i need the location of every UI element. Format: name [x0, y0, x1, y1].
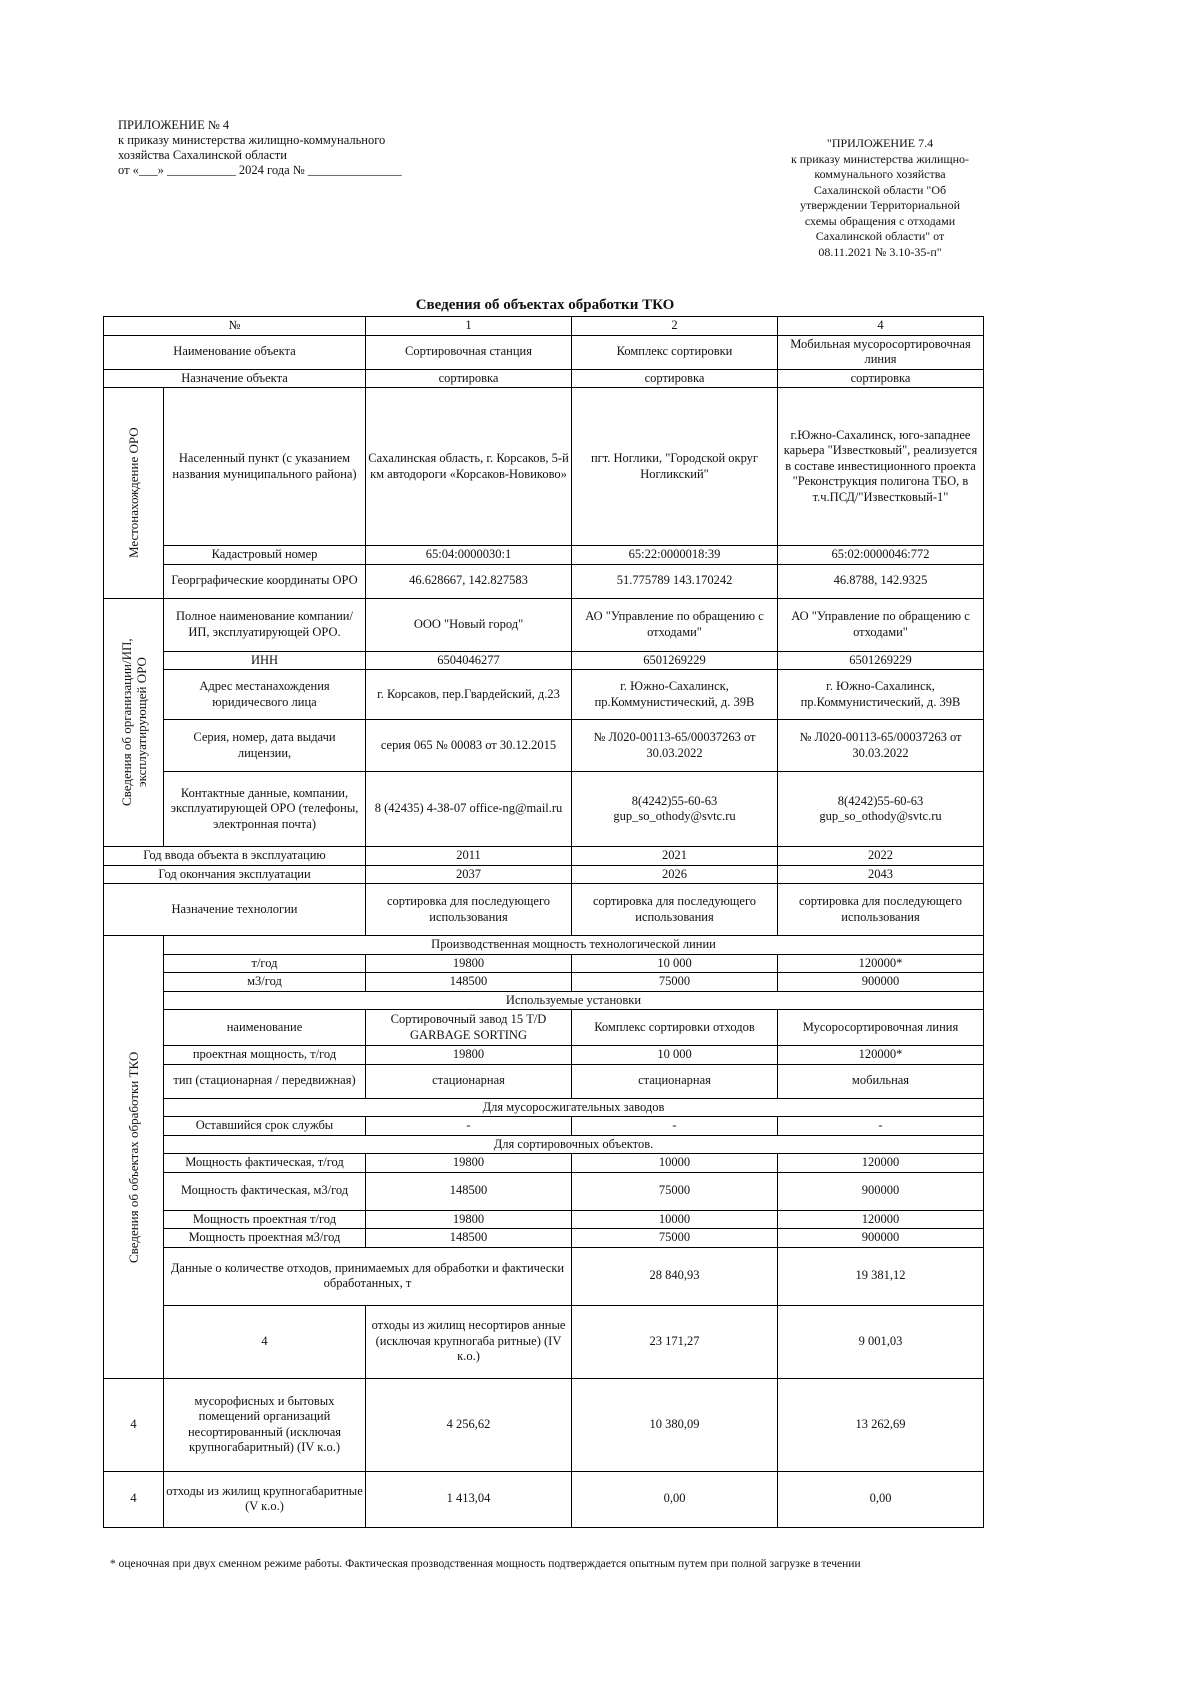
cell-col-2: 75000 — [572, 1172, 778, 1210]
table-row — [104, 772, 984, 847]
table-row — [104, 1471, 984, 1527]
table-row — [104, 369, 984, 388]
cell-col-1: 1 413,04 — [366, 1471, 572, 1527]
table-row — [104, 564, 984, 598]
cell-col-2: 51.775789 143.170242 — [572, 564, 778, 598]
table-row — [104, 884, 984, 936]
row-label: Назначение технологии — [104, 884, 366, 936]
cell-col-3: АО "Управление по обращению с отходами" — [778, 598, 984, 651]
table-row — [104, 1229, 984, 1248]
cell-col-1: 46.628667, 142.827583 — [366, 564, 572, 598]
row-label: отходы из жилищ крупногабаритные (V к.о.) — [164, 1471, 366, 1527]
cell-col-3: 2022 — [778, 847, 984, 866]
row-label: Мощность проектная т/год — [164, 1210, 366, 1229]
cell-col-3: 2043 — [778, 865, 984, 884]
cell-col-3: 120000* — [778, 954, 984, 973]
table-row — [104, 1378, 984, 1471]
row-label: Адрес местанахождения юридичесвого лица — [164, 670, 366, 720]
cell-col-1: 6504046277 — [366, 651, 572, 670]
header-right — [770, 136, 990, 260]
table-row — [104, 954, 984, 973]
cell-col-3: 46.8788, 142.9325 — [778, 564, 984, 598]
table-row — [104, 973, 984, 992]
cell-col-3: г.Южно-Сахалинск, юго-западнее карьера "Известковый", реализуется в составе инвестиционного проекта "Реконструкция полигона ТБО, в т.ч.ПСД/"Известковый-1" — [778, 388, 984, 546]
cell-col-3: 0,00 — [778, 1471, 984, 1527]
cell-col-1: 148500 — [366, 973, 572, 992]
row-label: Контактные данные, компании, эксплуатирующей ОРО (телефоны, электронная почта) — [164, 772, 366, 847]
cell-col-2: 2026 — [572, 865, 778, 884]
table-row — [104, 651, 984, 670]
group-label: Сведения об организации/ИП, эксплуатирующей ОРО — [118, 638, 149, 807]
table-row — [104, 991, 984, 1010]
row-label: Данные о количестве отходов, принимаемых для обработки и фактически обработанных, т — [164, 1247, 572, 1305]
header-left-line: хозяйства Сахалинской области — [118, 148, 287, 162]
cell-col-3: 65:02:0000046:772 — [778, 546, 984, 565]
table-row — [104, 1046, 984, 1065]
row-label: Назначение объекта — [104, 369, 366, 388]
cell-col-1: 148500 — [366, 1229, 572, 1248]
row-label: Мощность фактическая, м3/год — [164, 1172, 366, 1210]
cell-col-2: 10 380,09 — [572, 1378, 778, 1471]
cell-col-3: № Л020-00113-65/00037263 от 30.03.2022 — [778, 720, 984, 772]
cell-col-2: Комплекс сортировки отходов — [572, 1010, 778, 1046]
cell-col-1: 65:04:0000030:1 — [366, 546, 572, 565]
cell-col-2: 2 — [572, 317, 778, 336]
cell-col-2: 65:22:0000018:39 — [572, 546, 778, 565]
table-row — [104, 1172, 984, 1210]
section-header: Используемые установки — [164, 991, 984, 1010]
cell-col-1: 1 — [366, 317, 572, 336]
row-label: отходы из жилищ несортиров анные (исключая крупногаба ритные) (IV к.о.) — [366, 1305, 572, 1378]
cell-col-2: 2021 — [572, 847, 778, 866]
cell-col-1: Сортировочная станция — [366, 335, 572, 369]
cell-col-1: 19800 — [366, 954, 572, 973]
table-row — [104, 1210, 984, 1229]
header-left — [118, 118, 402, 178]
cell-col-3: 900000 — [778, 1172, 984, 1210]
cell-col-3: 120000* — [778, 1046, 984, 1065]
row-label: м3/год — [164, 973, 366, 992]
cell-col-2: 0,00 — [572, 1471, 778, 1527]
row-label: Полное наименование компании/ИП, эксплуатирующей ОРО. — [164, 598, 366, 651]
cell-col-2: АО "Управление по обращению с отходами" — [572, 598, 778, 651]
section-header: Производственная мощность технологической линии — [164, 936, 984, 955]
group-org — [104, 598, 164, 847]
cell-col-3: 120000 — [778, 1210, 984, 1229]
cell-col-2: - — [572, 1117, 778, 1136]
cell-col-3: 900000 — [778, 973, 984, 992]
cell-col-2: 19 381,12 — [778, 1247, 984, 1305]
table-row — [104, 670, 984, 720]
cell-col-3: - — [778, 1117, 984, 1136]
cell-col-1: 28 840,93 — [572, 1247, 778, 1305]
header-right-line: "ПРИЛОЖЕНИЕ 7.4 — [826, 136, 934, 150]
header-right-line: утверждении Территориальной — [799, 198, 961, 212]
row-label: № — [104, 317, 366, 336]
cell-col-3: 6501269229 — [778, 651, 984, 670]
cell-col-2: 10000 — [572, 1210, 778, 1229]
row-number: 4 — [104, 1378, 164, 1471]
table-row — [104, 335, 984, 369]
row-label: Георграфические координаты ОРО — [164, 564, 366, 598]
cell-col-3: Мобильная мусоросортировочная линия — [778, 335, 984, 369]
row-label: Серия, номер, дата выдачи лицензии, — [164, 720, 366, 772]
cell-col-1: 8 (42435) 4-38-07 office-ng@mail.ru — [366, 772, 572, 847]
row-label: проектная мощность, т/год — [164, 1046, 366, 1065]
section-header: Для мусоросжигательных заводов — [164, 1098, 984, 1117]
cell-col-2: 10000 — [572, 1154, 778, 1173]
table-row — [104, 388, 984, 546]
table-row — [104, 1135, 984, 1154]
row-label: Населенный пункт (с указанием названия муниципального района) — [164, 388, 366, 546]
cell-col-2: 75000 — [572, 1229, 778, 1248]
header-left-line: к приказу министерства жилищно-коммунального — [118, 133, 386, 147]
cell-col-3: сортировка для последующего использования — [778, 884, 984, 936]
table-row — [104, 1117, 984, 1136]
table-row — [104, 1154, 984, 1173]
cell-col-1: 19800 — [366, 1210, 572, 1229]
table-row — [104, 865, 984, 884]
cell-col-2: 10 000 — [572, 954, 778, 973]
cell-col-1: сортировка для последующего использования — [366, 884, 572, 936]
row-label: Наименование объекта — [104, 335, 366, 369]
row-label: ИНН — [164, 651, 366, 670]
cell-col-3: 120000 — [778, 1154, 984, 1173]
header-right-line: Сахалинской области" от — [815, 229, 945, 243]
document-title: Сведения об объектах обработки ТКО — [415, 297, 675, 313]
cell-col-1: стационарная — [366, 1064, 572, 1098]
row-label: Мощность фактическая, т/год — [164, 1154, 366, 1173]
header-right-line: к приказу министерства жилищно- — [790, 151, 970, 166]
row-label: тип (стационарная / передвижная) — [164, 1064, 366, 1098]
table-row — [104, 847, 984, 866]
table-row — [104, 1305, 984, 1378]
row-label: Оставшийся срок службы — [164, 1117, 366, 1136]
row-label: Год окончания эксплуатации — [104, 865, 366, 884]
row-label: Кадастровый номер — [164, 546, 366, 565]
row-label: т/год — [164, 954, 366, 973]
row-label: Мощность проектная м3/год — [164, 1229, 366, 1248]
cell-col-2: 6501269229 — [572, 651, 778, 670]
row-number: 4 — [104, 1471, 164, 1527]
header-right-line: 08.11.2021 № 3.10-35-п" — [818, 244, 942, 259]
row-label: Год ввода объекта в эксплуатацию — [104, 847, 366, 866]
group-label: Местонахождение ОРО — [126, 427, 141, 559]
cell-col-2: сортировка — [572, 369, 778, 388]
cell-col-1: Сортировочный завод 15 T/D GARBAGE SORTING — [366, 1010, 572, 1046]
table-row — [104, 1010, 984, 1046]
cell-col-3: 8(4242)55-60-63 gup_so_othody@svtc.ru — [778, 772, 984, 847]
cell-col-1: 19800 — [366, 1154, 572, 1173]
cell-col-3: 900000 — [778, 1229, 984, 1248]
table-row — [104, 936, 984, 955]
group-label: Сведения об объектах обработки ТКО — [126, 1051, 141, 1263]
group-objects — [104, 936, 164, 1379]
cell-col-3: 13 262,69 — [778, 1378, 984, 1471]
table-row — [104, 1098, 984, 1117]
footnote: * оценочная при двух сменном режиме работы. Фактическая прозводственная мощность подтверждается опытным путем при полной загрузке в течении — [110, 1558, 861, 1570]
cell-col-1: серия 065 № 00083 от 30.12.2015 — [366, 720, 572, 772]
table-row — [104, 598, 984, 651]
cell-col-2: 75000 — [572, 973, 778, 992]
cell-col-2: 10 000 — [572, 1046, 778, 1065]
cell-col-1: 2011 — [366, 847, 572, 866]
cell-col-3: мобильная — [778, 1064, 984, 1098]
cell-col-1: 148500 — [366, 1172, 572, 1210]
table-row — [104, 720, 984, 772]
cell-col-3: г. Южно-Сахалинск, пр.Коммунистический, д. 39В — [778, 670, 984, 720]
header-right-line: Сахалинской области "Об — [813, 182, 947, 197]
header-left-line: ПРИЛОЖЕНИЕ № 4 — [118, 118, 230, 132]
row-label: мусорофисных и бытовых помещений организаций несортированный (исключая крупногабаритный) (IV к.о.) — [164, 1378, 366, 1471]
cell-col-1: 19800 — [366, 1046, 572, 1065]
table-row — [104, 1247, 984, 1305]
cell-col-1: ООО "Новый город" — [366, 598, 572, 651]
cell-col-1: Сахалинская область, г. Корсаков, 5-й км автодороги «Корсаков-Новиково» — [366, 388, 572, 546]
cell-col-2: г. Южно-Сахалинск, пр.Коммунистический, д. 39В — [572, 670, 778, 720]
cell-col-1: сортировка — [366, 369, 572, 388]
cell-col-2: № Л020-00113-65/00037263 от 30.03.2022 — [572, 720, 778, 772]
header-right-line: схемы обращения с отходами — [804, 213, 956, 228]
row-number: 4 — [164, 1305, 366, 1378]
cell-col-3: сортировка — [778, 369, 984, 388]
header-right-line: коммунального хозяйства — [814, 167, 946, 181]
table-row — [104, 1064, 984, 1098]
cell-col-1: 4 256,62 — [366, 1378, 572, 1471]
cell-col-2: 9 001,03 — [778, 1305, 984, 1378]
section-header: Для сортировочных объектов. — [164, 1135, 984, 1154]
header-left-line: от «___» ___________ 2024 года № _______________ — [118, 163, 402, 177]
cell-col-1: - — [366, 1117, 572, 1136]
group-location — [104, 388, 164, 599]
cell-col-2: стационарная — [572, 1064, 778, 1098]
objects-table — [103, 316, 984, 1528]
cell-col-2: сортировка для последующего использования — [572, 884, 778, 936]
table-row — [104, 546, 984, 565]
cell-col-3: 4 — [778, 317, 984, 336]
table-row — [104, 317, 984, 336]
row-label: наименование — [164, 1010, 366, 1046]
cell-col-2: 8(4242)55-60-63 gup_so_othody@svtc.ru — [572, 772, 778, 847]
cell-col-1: г. Корсаков, пер.Гвардейский, д.23 — [366, 670, 572, 720]
cell-col-1: 2037 — [366, 865, 572, 884]
cell-col-1: 23 171,27 — [572, 1305, 778, 1378]
cell-col-2: пгт. Ноглики, "Городской округ Ногликский" — [572, 388, 778, 546]
cell-col-3: Мусоросортировочная линия — [778, 1010, 984, 1046]
cell-col-2: Комплекс сортировки — [572, 335, 778, 369]
